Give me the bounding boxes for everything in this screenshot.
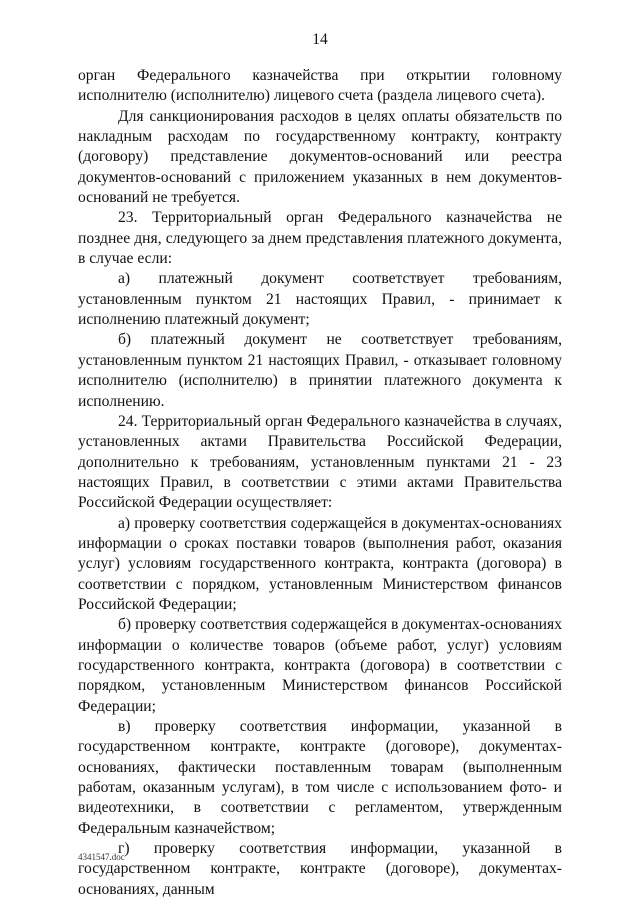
- document-body: [78, 66, 562, 900]
- paragraph-clause-24: 24. Территориальный орган Федерального казначейства в случаях, установленных актами Правительства Российской Федерации, дополнительно к требованиям, установленным пунктами 21 - 23 настоящих Правил, в соответствии с этими актами Правительства Российской Федерации осуществляет:: [78, 412, 562, 512]
- paragraph-clause-23-b: б) платежный документ не соответствует требованиям, установленным пунктом 21 настоящих Правил, - отказывает головному исполнителю (исполнителю) в принятии платежного документа к исполнению.: [78, 331, 562, 410]
- page-number: 14: [312, 31, 328, 48]
- footer-file-code: 4341547.doc: [78, 852, 125, 862]
- paragraph-clause-24-g: г) проверку соответствия информации, указанной в государственном контракте, контракте (договоре), документах-основаниях, данным: [78, 840, 562, 898]
- paragraph-clause-24-a: а) проверку соответствия содержащейся в документах-основаниях информации о сроках поставки товаров (выполнения работ, оказания услуг) условиям государственного контракта, контракта (договора) в соответствии с порядком, установленным Министерством финансов Российской Федерации;: [78, 514, 562, 613]
- paragraph-continuation: орган Федерального казначейства при открытии головному исполнителю (исполнителю) лицевого счета (раздела лицевого счета).: [78, 67, 562, 105]
- paragraph-clause-24-b: б) проверку соответствия содержащейся в документах-основаниях информации о количестве товаров (объеме работ, услуг) условиям государственного контракта, контракта (договора) в соответствии с порядком, установленным Министерством финансов Российской Федерации;: [78, 616, 562, 715]
- paragraph-clause-23: 23. Территориальный орган Федерального казначейства не позднее дня, следующего за днем представления платежного документа, в случае если:: [78, 209, 562, 268]
- paragraph-sanction-expenses: Для санкционирования расходов в целях оплаты обязательств по накладным расходам по государственному контракту, контракту (договору) представление документов-оснований или реестра документов-оснований с приложением указанных в нем документов-оснований не требуется.: [78, 107, 562, 207]
- paragraph-clause-24-v: в) проверку соответствия информации, указанной в государственном контракте, контракте (договоре), документах-основаниях, фактически поставленным товарам (выполненным работам, оказанным услугам), в том числе с использованием фото- и видеотехники, в соответствии с регламентом, утвержденным Федеральным казначейством;: [78, 718, 562, 837]
- paragraph-clause-23-a: а) платежный документ соответствует требованиям, установленным пунктом 21 настоящих Правил, - принимает к исполнению платежный документ;: [78, 270, 562, 329]
